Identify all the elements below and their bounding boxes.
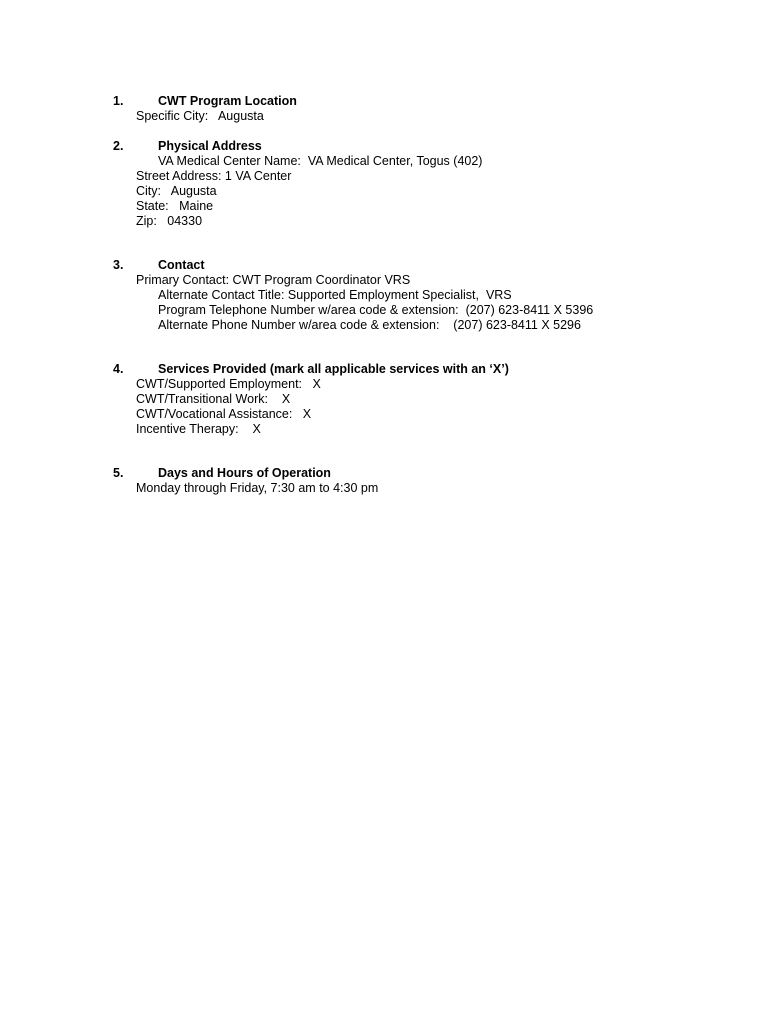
supported-employment-line: CWT/Supported Employment: X <box>136 377 321 391</box>
specific-city-line: Specific City: Augusta <box>136 109 264 123</box>
hours-of-operation-line: Monday through Friday, 7:30 am to 4:30 pm <box>136 481 379 495</box>
city-line: City: Augusta <box>136 184 217 198</box>
va-medical-center-name-line: VA Medical Center Name: VA Medical Center, Togus (402) <box>158 154 483 168</box>
incentive-therapy-line: Incentive Therapy: X <box>136 422 261 436</box>
vocational-assistance-line: CWT/Vocational Assistance: X <box>136 407 312 421</box>
transitional-work-line: CWT/Transitional Work: X <box>136 392 291 406</box>
section-number: 3. <box>113 258 124 272</box>
alternate-phone-line: Alternate Phone Number w/area code & extension: (207) 623-8411 X 5296 <box>158 318 581 332</box>
alternate-contact-title-line: Alternate Contact Title: Supported Employment Specialist, VRS <box>158 288 512 302</box>
section-heading: Contact <box>158 258 205 272</box>
state-line: State: Maine <box>136 199 214 213</box>
section-number: 5. <box>113 466 124 480</box>
program-telephone-line: Program Telephone Number w/area code & extension: (207) 623-8411 X 5396 <box>158 303 594 317</box>
section-number: 2. <box>113 139 124 153</box>
section-heading: Days and Hours of Operation <box>158 466 331 480</box>
section-heading: Physical Address <box>158 139 262 153</box>
street-address-line: Street Address: 1 VA Center <box>136 169 292 183</box>
zip-line: Zip: 04330 <box>136 214 203 228</box>
primary-contact-line: Primary Contact: CWT Program Coordinator VRS <box>136 273 411 287</box>
section-heading: CWT Program Location <box>158 94 297 108</box>
section-number: 1. <box>113 94 124 108</box>
section-heading: Services Provided (mark all applicable services with an ‘X’) <box>158 362 509 376</box>
section-number: 4. <box>113 362 124 376</box>
